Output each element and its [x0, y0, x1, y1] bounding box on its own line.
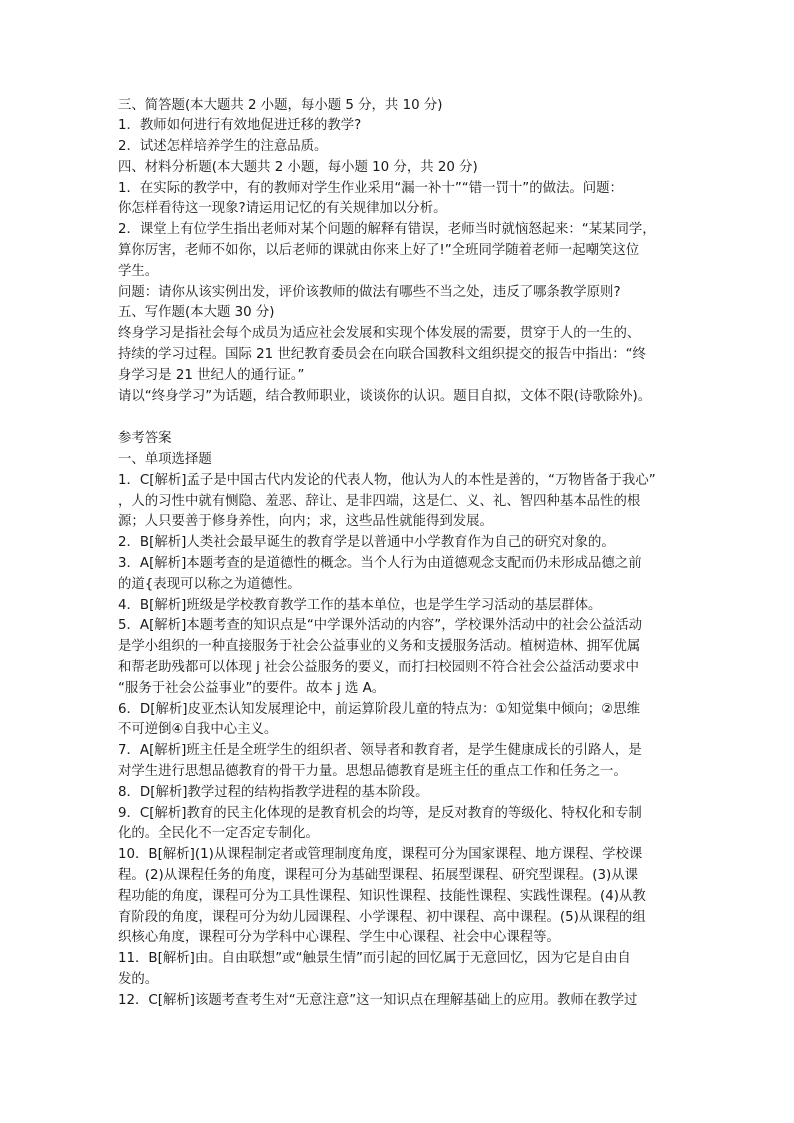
- text-line: “服务于社会公益事业”的要件。故本 j 选 A。: [118, 680, 386, 696]
- text-line: ，人的习性中就有恻隐、羞恶、辞让、是非四端，这是仁、义、礼、智四种基本品性的根: [118, 493, 641, 509]
- text-line: 问题：请你从该实例出发，评价该教师的做法有哪些不当之处，违反了哪条教学原则?: [118, 284, 621, 300]
- text-line: 4．B[解析]班级是学校教育教学工作的基本单位，也是学生学习活动的基层群体。: [118, 597, 602, 613]
- text-line: 一、单项选择题: [118, 452, 212, 468]
- text-line: 三、简答题(本大题共 2 小题，每小题 5 分，共 10 分): [118, 97, 443, 113]
- text-line: 身学习是 21 世纪人的通行证。”: [118, 367, 305, 383]
- text-line: 11．B[解析]由。自由联想”或“触景生情”而引起的回忆属于无意回忆，因为它是自由自: [118, 951, 631, 967]
- answer-key-section: [118, 429, 710, 1011]
- text-line: 五、写作题(本大题 30 分): [118, 305, 275, 321]
- text-line: 程功能的角度，课程可分为工具性课程、知识性课程、技能性课程、实践性课程。(4)从教: [118, 888, 646, 904]
- text-line: 2．课堂上有位学生指出老师对某个问题的解释有错误，老师当时就恼怒起来：“某某同学，: [118, 222, 656, 238]
- text-line: 四、材料分析题(本大题共 2 小题，每小题 10 分，共 20 分): [118, 159, 478, 175]
- text-line: 算你厉害，老师不如你，以后老师的课就由你来上好了!”全班同学随着老师一起嘲笑这位: [118, 243, 640, 259]
- text-line: 是学小组织的一种直接服务于社会公益事业的义务和支援服务活动。植树造林、拥军优属: [118, 639, 641, 655]
- text-line: 12．C[解析]该题考查考生对“无意注意”这一知识点在理解基础上的应用。教师在教学过: [118, 992, 638, 1008]
- text-line: 对学生进行思想品德教育的骨干力量。思想品德教育是班主任的重点工作和任务之一。: [118, 764, 627, 779]
- text-line: 1．C[解析]孟子是中国古代内发论的代表人物，他认为人的本性是善的，“万物皆备于我心”: [118, 472, 656, 488]
- text-line: 终身学习是指社会每个成员为适应社会发展和实现个体发展的需要，贯穿于人的一生的、: [118, 326, 641, 342]
- text-line: 发的。: [118, 971, 159, 987]
- text-line: 不可逆倒④自我中心主义。: [118, 722, 278, 738]
- text-line: 10．B[解析](1)从课程制定者或管理制度角度，课程可分为国家课程、地方课程、学校课: [118, 847, 643, 863]
- document-content: [118, 96, 710, 1012]
- text-line: 9．C[解析]教育的民主化体现的是教育机会的均等，是反对教育的等级化、特权化和专制: [118, 805, 642, 821]
- text-line: 5．A[解析]本题考查的知识点是“中学课外活动的内容”，学校课外活动中的社会公益活动: [118, 618, 643, 634]
- text-line: 1．教师如何进行有效地促进迁移的教学?: [118, 118, 362, 134]
- text-line: 学生。: [118, 263, 159, 279]
- text-line: 织核心角度，课程可分为学科中心课程、学生中心课程、社会中心课程等。: [118, 930, 560, 946]
- text-line: 8．D[解析]教学过程的结构指教学进程的基本阶段。: [118, 784, 429, 800]
- text-line: 7．A[解析]班主任是全班学生的组织者、领导者和教育者，是学生健康成长的引路人，是: [118, 743, 642, 759]
- text-line: 6．D[解析]皮亚杰认知发展理论中，前运算阶段儿童的特点为：①知觉集中倾向；②思维: [118, 701, 640, 717]
- section-spacer: [118, 407, 710, 429]
- text-line: 和帮老助残都可以体现 j 社会公益服务的要义，而打扫校园则不符合社会公益活动要求中: [118, 660, 640, 676]
- text-line: 2．B[解析]人类社会最早诞生的教育学是以普通中小学教育作为自己的研究对象的。: [118, 535, 615, 551]
- text-line: 3．A[解析]本题考查的是道德性的概念。当个人行为由道德观念支配而仍未形成品德之前: [118, 556, 642, 572]
- text-line: 2．试述怎样培养学生的注意品质。: [118, 139, 328, 155]
- text-line: 育阶段的角度，课程可分为幼儿园课程、小学课程、初中课程、高中课程。(5)从课程的组: [118, 909, 646, 925]
- text-line: 你怎样看待这一现象?请运用记忆的有关规律加以分析。: [118, 201, 447, 217]
- text-line: 1．在实际的教学中，有的教师对学生作业采用“漏一补十”“错一罚十”的做法。问题：: [118, 180, 623, 196]
- text-line: 源；人只要善于修身养性，向内；求，这些品性就能得到发展。: [118, 514, 493, 530]
- text-line: 程。(2)从课程任务的角度，课程可分为基础型课程、拓展型课程、研究型课程。(3)从课: [118, 867, 638, 883]
- text-line: 持续的学习过程。国际 21 世纪教育委员会在向联合国教科文组织提交的报告中指出：“终: [118, 347, 646, 363]
- text-line: 请以“终身学习”为话题，结合教师职业，谈谈你的认识。题目自拟，文体不限(诗歌除外)。: [118, 388, 652, 404]
- text-line: 的道{表现可以称之为道德性。: [118, 576, 301, 592]
- text-line: 化的。全民化不一定否定专制化。: [118, 826, 319, 842]
- exam-questions-section: [118, 96, 710, 408]
- text-line: 参考答案: [118, 431, 172, 447]
